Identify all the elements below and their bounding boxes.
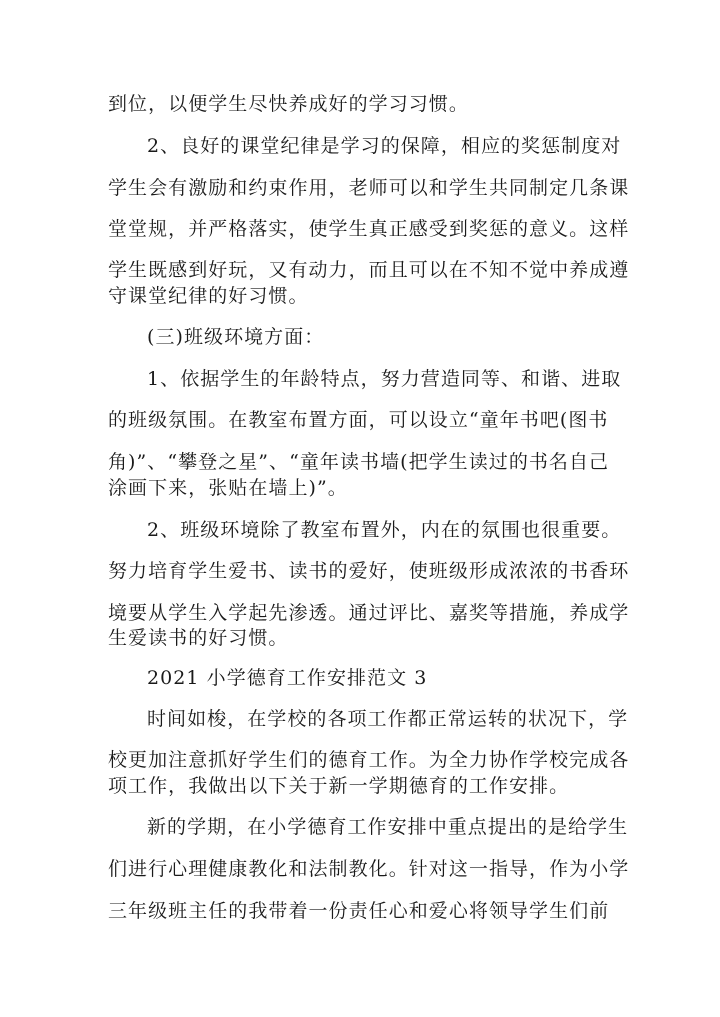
text-line-17: 时间如梭，在学校的各项工作都正常运转的状况下，学 [147,708,629,730]
text-line-15: 生爱读书的好习惯。 [108,627,289,649]
text-line-19: 项工作，我做出以下关于新一学期德育的工作安排。 [108,775,570,797]
text-line-4: 堂堂规，并严格落实，使学生真正感受到奖惩的意义。这样 [108,218,630,240]
article-title: 2021 小学德育工作安排范文 3 [147,667,428,689]
text-line-20: 新的学期，在小学德育工作安排中重点提出的是给学生 [147,816,629,838]
text-line-12: 2、班级环境除了教室布置外，内在的氛围也很重要。 [147,519,622,541]
text-line-22: 三年级班主任的我带着一份责任心和爱心将领导学生们前 [108,900,610,922]
text-line-6: 守课堂纪律的好习惯。 [108,285,309,307]
text-line-18: 校更加注意抓好学生们的德育工作。为全力协作学校完成各 [108,749,630,771]
text-line-3: 学生会有激励和约束作用，老师可以和学生共同制定几条课 [108,177,630,199]
text-line-11: 涂画下来，张贴在墙上)”。 [108,477,348,499]
text-line-2: 2、良好的课堂纪律是学习的保障，相应的奖惩制度对 [147,135,622,157]
text-line-9: 的班级氛围。在教室布置方面，可以设立“童年书吧(图书 [108,409,609,431]
text-line-14: 境要从学生入学起先渗透。通过评比、嘉奖等措施，养成学 [108,602,630,624]
section-heading: (三)班级环境方面： [147,326,325,348]
text-line-10: 角)”、“攀登之星”、“童年读书墙(把学生读过的书名自己 [108,451,610,473]
text-line-8: 1、依据学生的年龄特点，努力营造同等、和谐、进取 [147,368,622,390]
text-line-21: 们进行心理健康教化和法制教化。针对这一指导，作为小学 [108,858,630,880]
text-line-13: 努力培育学生爱书、读书的爱好，使班级形成浓浓的书香环 [108,560,630,582]
text-line-1: 到位，以便学生尽快养成好的学习习惯。 [108,93,469,115]
text-line-5: 学生既感到好玩，又有动力，而且可以在不知不觉中养成遵 [108,259,630,281]
